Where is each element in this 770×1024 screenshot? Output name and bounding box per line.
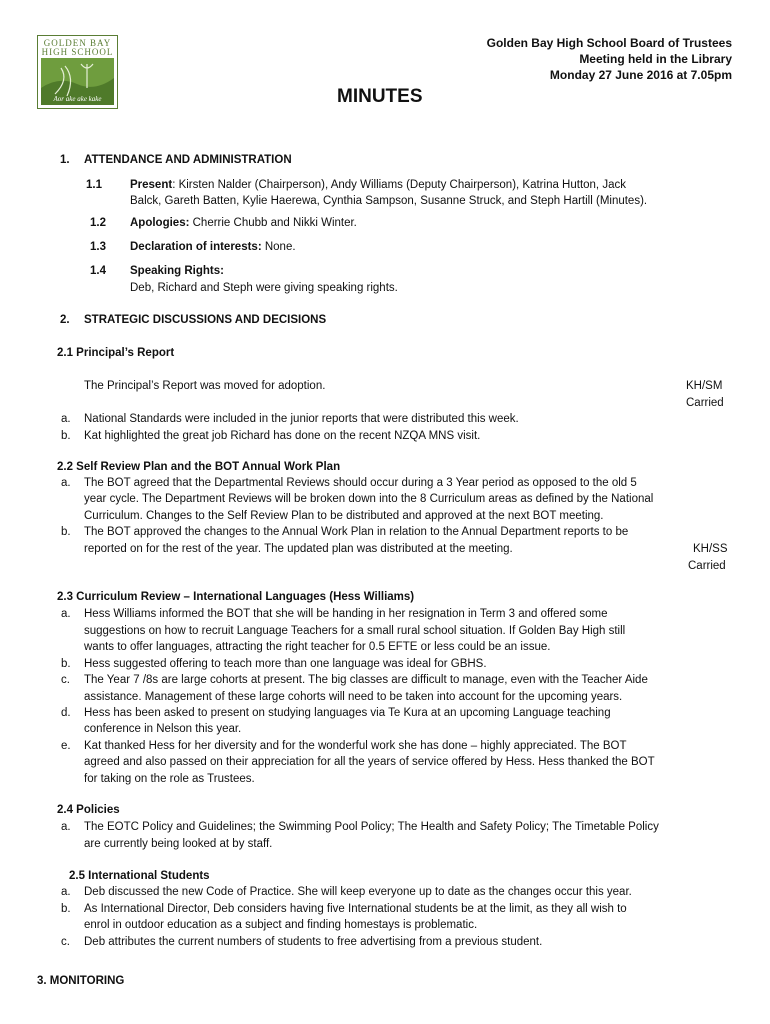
list-letter: a.	[61, 413, 71, 425]
mover-initials: KH/SS	[693, 543, 728, 555]
mover-initials: KH/SM	[686, 380, 723, 392]
list-letter: a.	[61, 821, 71, 833]
list-item: Kat highlighted the great job Richard has done on the recent NZQA MNS visit.	[84, 430, 481, 442]
speaking-rights-label: Speaking Rights:	[130, 265, 224, 277]
subsection-heading: 2.5 International Students	[69, 870, 210, 882]
list-letter: a.	[61, 886, 71, 898]
list-item: National Standards were included in the junior reports that were distributed this week.	[84, 413, 519, 425]
list-item-cont: assistance. Management of these large cohorts will need to be taken into account for the upcoming years.	[84, 691, 623, 703]
list-item-cont: agreed and also passed on their appreciation for all the years of service offered by Hess. Hess thanked the BOT	[84, 756, 655, 768]
motion-result: Carried	[688, 560, 726, 572]
list-letter: d.	[61, 707, 71, 719]
logo-text-line2: HIGH SCHOOL	[41, 47, 114, 57]
list-letter: a.	[61, 477, 71, 489]
list-letter: b.	[61, 658, 71, 670]
list-item: Hess suggested offering to teach more than one language was ideal for GBHS.	[84, 658, 487, 670]
list-item-cont: year cycle. The Department Reviews will be broken down into the 8 Curriculum areas as defined by the National	[84, 493, 654, 505]
list-letter: c.	[61, 936, 70, 948]
declaration-line	[130, 239, 296, 255]
list-letter: b.	[61, 903, 71, 915]
subsection-heading: 2.2 Self Review Plan and the BOT Annual Work Plan	[57, 461, 341, 473]
list-item: Hess has been asked to present on studying languages via Te Kura at an upcoming Language teaching	[84, 707, 611, 719]
logo-motto: Aor ake ake kake	[53, 95, 102, 103]
speaking-rights-text: Deb, Richard and Steph were giving speaking rights.	[130, 282, 398, 294]
apologies-text: Cherrie Chubb and Nikki Winter.	[189, 217, 357, 229]
list-item: As International Director, Deb considers having five International students be at the limit, as they all wish to	[84, 903, 627, 915]
header-date: Monday 27 June 2016 at 7.05pm	[549, 68, 732, 82]
section-number: 2.	[60, 314, 70, 326]
item-number: 1.2	[90, 217, 106, 229]
school-logo	[37, 35, 118, 109]
list-item-cont: reported on for the rest of the year. The updated plan was distributed at the meeting.	[84, 543, 513, 555]
apologies-label: Apologies:	[130, 217, 190, 229]
paragraph: The Principal’s Report was moved for adoption.	[84, 380, 326, 392]
declaration-label: Declaration of interests:	[130, 241, 262, 253]
list-letter: e.	[61, 740, 71, 752]
present-label: Present	[130, 179, 173, 191]
list-item: Deb discussed the new Code of Practice. She will keep everyone up to date as the changes occur this year.	[84, 886, 632, 898]
item-number: 1.3	[90, 241, 106, 253]
header-org: Golden Bay High School Board of Trustees	[486, 36, 732, 50]
present-text: : Kirsten Nalder (Chairperson), Andy Williams (Deputy Chairperson), Katrina Hutton, Jack	[172, 179, 626, 191]
list-letter: c.	[61, 674, 70, 686]
subsection-heading: 2.3 Curriculum Review – International Languages (Hess Williams)	[57, 591, 415, 603]
list-item-cont: for taking on the role as Trustees.	[84, 773, 255, 785]
subsection-heading: 2.1 Principal’s Report	[57, 347, 175, 359]
list-item: The BOT agreed that the Departmental Reviews should occur during a 3 Year period as opposed to the old 5	[84, 477, 637, 489]
item-number: 1.1	[86, 179, 102, 191]
present-line	[130, 177, 626, 193]
header-venue: Meeting held in the Library	[579, 52, 732, 66]
section-number: 1.	[60, 154, 70, 166]
section-heading-monitoring: 3. MONITORING	[37, 975, 125, 987]
list-item-cont: conference in Nelson this year.	[84, 723, 242, 735]
subsection-heading: 2.4 Policies	[57, 804, 120, 816]
logo-text-line1: GOLDEN BAY	[43, 38, 112, 48]
item-number: 1.4	[90, 265, 106, 277]
list-item-cont: wants to offer languages, attracting the right teacher for 0.5 EFTE or less could be an issue.	[84, 641, 551, 653]
list-letter: a.	[61, 608, 71, 620]
section-heading-strategic: STRATEGIC DISCUSSIONS AND DECISIONS	[84, 314, 327, 326]
logo-graphic	[41, 58, 114, 105]
list-item: The EOTC Policy and Guidelines; the Swimming Pool Policy; The Health and Safety Policy; The Timetable Policy	[84, 821, 659, 833]
list-item: The Year 7 /8s are large cohorts at present. The big classes are difficult to manage, even with the Teacher Aide	[84, 674, 648, 686]
declaration-text: None.	[261, 241, 296, 253]
list-item-cont: enrol in outdoor education as a subject and finding homestays is problematic.	[84, 919, 478, 931]
present-text-cont: Balck, Gareth Batten, Kylie Haerewa, Cynthia Sampson, Susanne Struck, and Steph Hartill (Minutes).	[130, 195, 648, 207]
page-title: MINUTES	[337, 86, 423, 107]
list-item-cont: are currently being looked at by staff.	[84, 838, 273, 850]
list-item: The BOT approved the changes to the Annual Work Plan in relation to the Annual Department reports to be	[84, 526, 629, 538]
list-item-cont: suggestions on how to recruit Language Teachers for a small rural school situation. If Golden Bay High still	[84, 625, 626, 637]
list-item: Kat thanked Hess for her diversity and for the wonderful work she has done – highly appreciated. The BOT	[84, 740, 627, 752]
section-heading-attendance: ATTENDANCE AND ADMINISTRATION	[84, 154, 292, 166]
list-letter: b.	[61, 430, 71, 442]
apologies-line	[130, 215, 357, 231]
list-item: Deb attributes the current numbers of students to free advertising from a previous student.	[84, 936, 543, 948]
list-letter: b.	[61, 526, 71, 538]
list-item: Hess Williams informed the BOT that she will be handing in her resignation in Term 3 and offered some	[84, 608, 608, 620]
motion-result: Carried	[686, 397, 724, 409]
list-item-cont: Curriculum. Changes to the Self Review Plan to be distributed and approved at the next BOT meeting.	[84, 510, 604, 522]
